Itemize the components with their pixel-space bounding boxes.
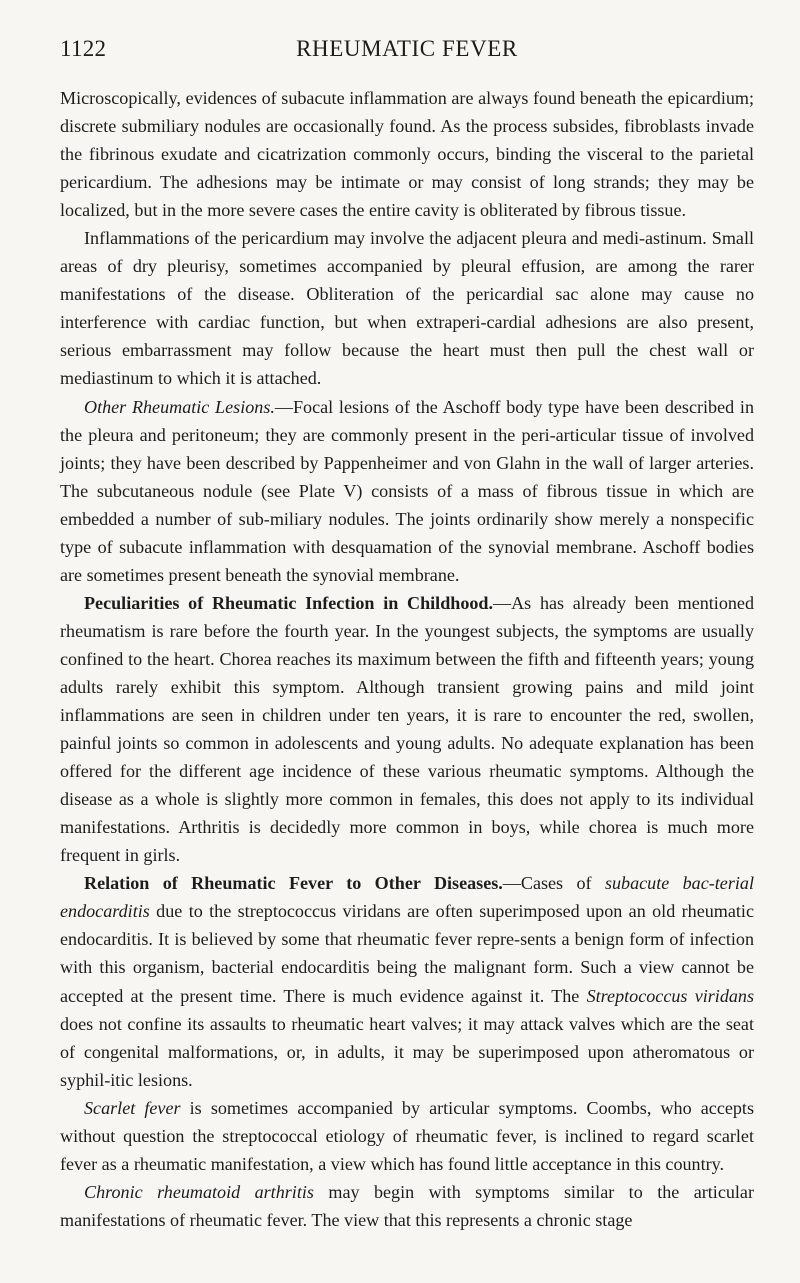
section-heading-other-lesions: Other Rheumatic Lesions. [84,396,275,417]
text-segment: is sometimes accompanied by articular symptoms. Coombs, who accepts without question the streptococcal etiology of rheumatic fever, is inclined to regard scarlet fever as a rheumatic manifestation, a view which has found little acceptance in this country. [60,1097,754,1174]
body-text [60,84,754,1234]
italic-term: Chronic rheumatoid arthritis [84,1181,314,1202]
text-segment: does not confine its assaults to rheumatic heart valves; it may attack valves which are the seat of congenital malformations, or, in adults, it may be superimposed upon atheromatous or syphil-itic lesions. [60,1013,754,1090]
text-segment: due to the streptococcus viridans are often superimposed upon an old rheumatic endocarditis. It is believed by some that rheumatic fever repre-sents a benign form of infection with this organism, bacterial endocarditis being the malignant form. Such a view cannot be accepted at the present time. There is much evidence against it. The [60,901,754,1006]
text-segment: —Focal lesions of the Aschoff body type have been described in the pleura and peritoneum; they are commonly present in the peri-articular tissue of involved joints; they have been described by Pappenheimer and von Glahn in the wall of larger arteries. The subcutaneous nodule (see Plate V) consists of a mass of fibrous tissue in which are embedded a number of sub-miliary nodules. The joints ordinarily show merely a nonspecific type of subacute inflammation with desquamation of the synovial membrane. Aschoff bodies are sometimes present beneath the synovial membrane. [60,396,754,585]
paragraph-microscopic-evidence [60,84,754,224]
text-segment: Microscopically, evidences of subacute inflammation are always found beneath the epicardium; discrete submiliary nodules are occasionally found. As the process subsides, fibroblasts invade the fibrinous exudate and cicatrization commonly occurs, binding the visceral to the parietal pericardium. The adhesions may be intimate or may consist of long strands; they may be localized, but in the more severe cases the entire cavity is obliterated by fibrous tissue. [60,88,754,221]
section-heading-childhood: Peculiarities of Rheumatic Infection in Childhood. [84,592,494,613]
text-segment: —As has already been mentioned rheumatism is rare before the fourth year. In the youngest subjects, the symptoms are usually confined to the heart. Chorea reaches its maximum between the fifth and fifteenth years; young adults rarely exhibit this symptom. Although transient growing pains and mild joint inflammations are seen in children under ten years, it is rare to encounter the red, swollen, painful joints so common in adolescents and young adults. No adequate explanation has been offered for the different age incidence of these various rheumatic symptoms. Although the disease as a whole is slightly more common in females, this does not apply to its individual manifestations. Arthritis is decidedly more common in boys, while chorea is much more frequent in girls. [60,592,755,866]
paragraph-pericardium-inflammation [60,224,754,392]
italic-term: subacute bac-terial endocarditis [60,873,754,922]
running-title: RHEUMATIC FEVER [296,36,518,61]
paragraph-chronic-arthritis [60,1178,754,1234]
paragraph-scarlet-fever [60,1094,754,1178]
text-segment: —Cases of [502,873,605,894]
paragraph-other-rheumatic-lesions [60,393,754,589]
running-head [60,36,754,76]
text-segment: may begin with symptoms similar to the articular manifestations of rheumatic fever. The view that this represents a chronic stage [60,1181,754,1230]
paragraph-childhood-peculiarities [60,589,754,869]
italic-term: Scarlet fever [84,1097,181,1118]
italic-term: Streptococcus viridans [586,985,755,1006]
text-segment: Inflammations of the pericardium may involve the adjacent pleura and medi-astinum. Small areas of dry pleurisy, sometimes accompanied by pleural effusion, are among the rarer manifestations of the disease. Obliteration of the pericardial sac alone may cause no interference with cardiac function, but when extraperi-cardial adhesions are also present, serious embarrassment may follow because the heart must then pull the chest wall or mediastinum to which it is attached. [60,228,754,389]
page-number: 1122 [60,36,107,61]
paragraph-relation-other-diseases [60,869,754,1093]
section-heading-relation: Relation of Rheumatic Fever to Other Diseases. [84,873,503,894]
